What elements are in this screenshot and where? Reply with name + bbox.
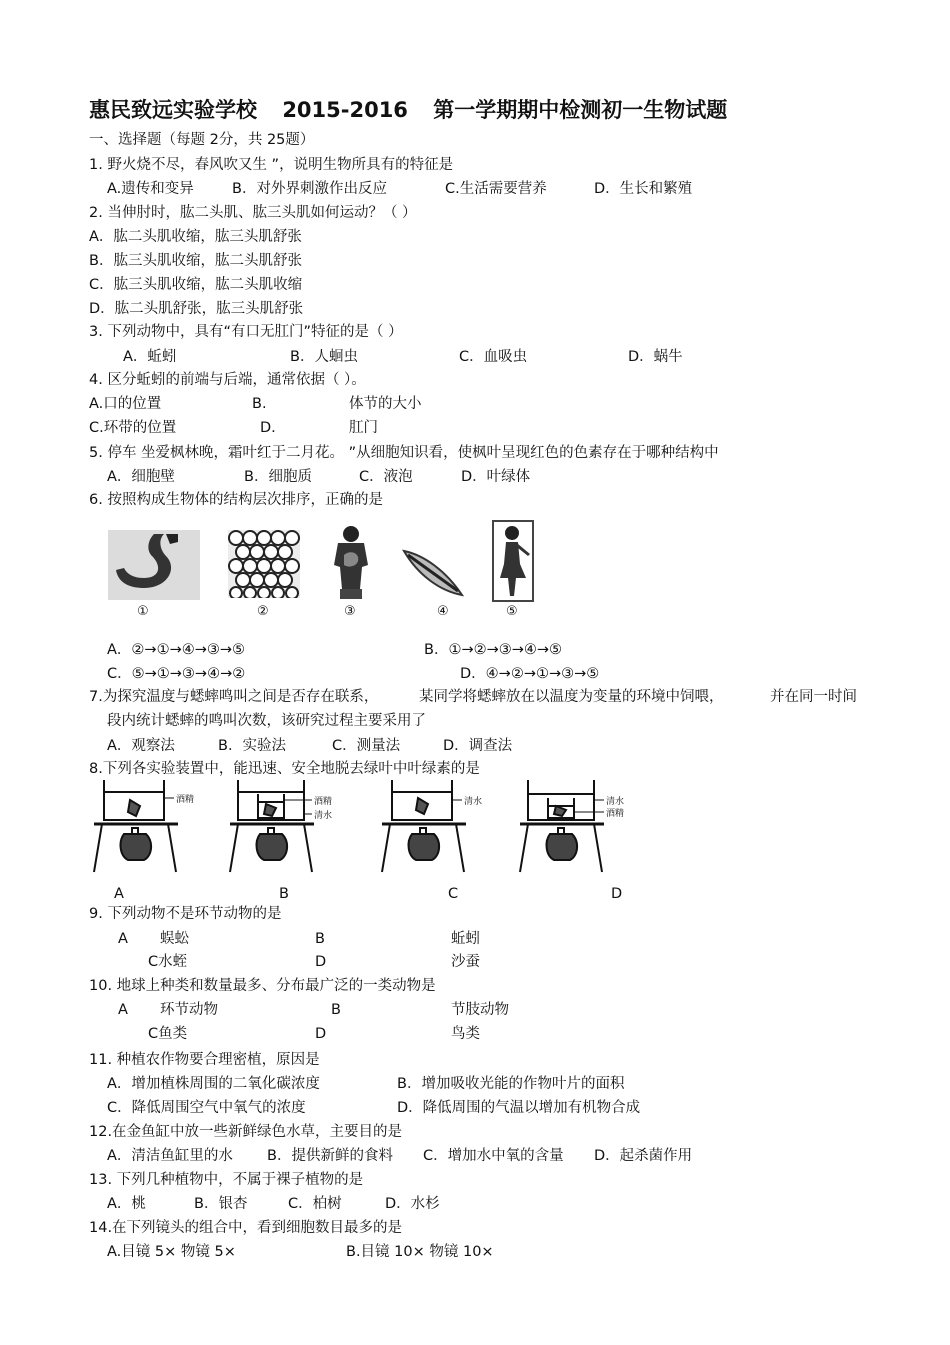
image-label-5: ⑤ (506, 604, 518, 619)
q7-stem-part2: 某同学将蟋蟀放在以温度为变量的环境中饲喂， (419, 689, 724, 705)
q8-option-b: B (279, 886, 289, 902)
q2-option-c: C．肱三头肌收缩，肱二头肌收缩 (89, 277, 303, 293)
q4-option-d-text: 肛门 (349, 420, 378, 436)
q8-option-d: D (611, 886, 623, 902)
q7-option-d: D．调查法 (443, 738, 513, 754)
q14-option-a: A.目镜 5× 物镜 5× (107, 1244, 236, 1260)
q6-option-d: D．④→②→①→③→⑤ (460, 666, 600, 682)
q11-option-b: B．增加吸收光能的作物叶片的面积 (397, 1076, 625, 1092)
q9-option-d: D (315, 954, 327, 970)
q1-stem: 1. 野火烧不尽，春风吹又生 ”，说明生物所具有的特征是 (89, 157, 454, 173)
q13-option-b: B．银杏 (194, 1196, 248, 1212)
q4-option-d: D. (260, 420, 276, 436)
leaf-cell-image (400, 545, 468, 601)
apparatus-a-label: 酒精 (176, 795, 195, 805)
image-label-4: ④ (437, 604, 449, 619)
image-label-3: ③ (344, 604, 356, 619)
q8-stem: 8.下列各实验装置中，能迅速、安全地脱去绿叶中叶绿素的是 (89, 761, 480, 777)
q9-option-c: C水蛭 (148, 954, 188, 970)
q7-stem-part3: 并在同一时间 (770, 689, 857, 705)
q7-stem-part1: 7.为探究温度与蟋蟀鸣叫之间是否存在联系， (89, 689, 379, 705)
apparatus-d-label-top: 清水 (606, 797, 625, 807)
apparatus-d (518, 776, 634, 874)
q9-stem: 9. 下列动物不是环节动物的是 (89, 906, 282, 922)
q8-option-a: A (114, 886, 124, 902)
q4-option-b: B. (252, 396, 267, 412)
q13-option-c: C．柏树 (288, 1196, 342, 1212)
image-label-2: ② (257, 604, 269, 619)
q9-option-d-text: 沙蚕 (451, 954, 480, 970)
q5-option-d: D．叶绿体 (461, 469, 531, 485)
exam-name: 第一学期期中检测初一生物试题 (433, 98, 728, 122)
q6-stem: 6. 按照构成生物体的结构层次排序，正确的是 (89, 492, 383, 508)
q12-option-c: C．增加水中氧的含量 (423, 1148, 564, 1164)
apparatus-b-label-bottom: 清水 (314, 811, 333, 821)
apparatus-b-label-top: 酒精 (314, 797, 333, 807)
q3-option-c: C．血吸虫 (459, 349, 528, 365)
q11-option-d: D．降低周围的气温以增加有机物合成 (397, 1100, 641, 1116)
q1-option-d: D．生长和繁殖 (594, 181, 693, 197)
apparatus-c-label: 清水 (464, 797, 483, 807)
q3-option-d: D．蜗牛 (628, 349, 683, 365)
stomach-image (108, 530, 200, 600)
q11-stem: 11. 种植农作物要合理密植，原因是 (89, 1052, 320, 1068)
q2-option-b: B．肱三头肌收缩，肱二头肌舒张 (89, 253, 302, 269)
q3-option-b: B．人蛔虫 (290, 349, 358, 365)
q8-option-c: C (448, 886, 459, 902)
q14-option-b: B.目镜 10× 物镜 10× (346, 1244, 494, 1260)
q7-option-b: B．实验法 (218, 738, 286, 754)
q6-option-a: A．②→①→④→③→⑤ (107, 642, 246, 658)
q6-option-b: B．①→②→③→④→⑤ (424, 642, 563, 658)
q12-option-a: A．清洁鱼缸里的水 (107, 1148, 233, 1164)
q10-option-a-text: 环节动物 (160, 1002, 218, 1018)
q10-option-a: A (118, 1002, 128, 1018)
q10-option-b-text: 节肢动物 (451, 1002, 509, 1018)
q9-option-b: B (315, 931, 325, 947)
q14-stem: 14.在下列镜头的组合中，看到细胞数目最多的是 (89, 1220, 403, 1236)
q9-option-b-text: 蚯蚓 (451, 931, 480, 947)
page-title (89, 94, 745, 124)
q9-option-a: A (118, 931, 128, 947)
q2-option-d: D．肱二头肌舒张，肱三头肌舒张 (89, 301, 304, 317)
q7-stem-part4: 段内统计蟋蟀的鸣叫次数，该研究过程主要采用了 (107, 713, 426, 729)
apparatus-b (228, 776, 340, 874)
q1-option-a: A.遗传和变异 (107, 181, 194, 197)
q4-option-c: C.环带的位置 (89, 420, 177, 436)
q7-option-a: A．观察法 (107, 738, 175, 754)
q13-stem: 13. 下列几种植物中，不属于裸子植物的是 (89, 1172, 364, 1188)
q2-option-a: A．肱二头肌收缩，肱三头肌舒张 (89, 229, 302, 245)
q9-option-a-text: 蜈蚣 (160, 931, 189, 947)
q12-option-d: D．起杀菌作用 (594, 1148, 693, 1164)
q2-stem: 2. 当伸肘时，肱二头肌、肱三头肌如何运动？（ ） (89, 205, 417, 221)
q6-option-c: C．⑤→①→③→④→② (107, 666, 246, 682)
apparatus-d-label-bottom: 酒精 (606, 809, 625, 819)
tissue-image (228, 530, 300, 598)
q11-option-a: A．增加植株周围的二氧化碳浓度 (107, 1076, 320, 1092)
q3-stem: 3. 下列动物中，具有“有口无肛门”特征的是（ ） (89, 324, 403, 340)
q12-stem: 12.在金鱼缸中放一些新鲜绿色水草，主要目的是 (89, 1124, 403, 1140)
q4-option-b-text: 体节的大小 (349, 396, 422, 412)
q10-option-c: C鱼类 (148, 1026, 188, 1042)
q4-option-a: A.口的位置 (89, 396, 162, 412)
q10-option-d: D (315, 1026, 327, 1042)
q5-option-b: B．细胞质 (244, 469, 312, 485)
q4-stem: 4. 区分蚯蚓的前端与后端，通常依据（ ）。 (89, 372, 366, 388)
q1-option-c: C.生活需要营养 (445, 181, 547, 197)
q10-option-d-text: 鸟类 (451, 1026, 480, 1042)
q3-option-a: A．蚯蚓 (123, 349, 177, 365)
q5-option-a: A．细胞壁 (107, 469, 175, 485)
q10-stem: 10. 地球上种类和数量最多、分布最广泛的一类动物是 (89, 978, 436, 994)
q13-option-a: A．桃 (107, 1196, 146, 1212)
school-name: 惠民致远实验学校 (89, 98, 257, 122)
q7-option-c: C．测量法 (332, 738, 401, 754)
q10-option-b: B (331, 1002, 341, 1018)
person-image (492, 520, 534, 602)
image-label-1: ① (137, 604, 149, 619)
q13-option-d: D．水杉 (385, 1196, 440, 1212)
q5-option-c: C．液泡 (359, 469, 413, 485)
human-system-image (326, 525, 376, 600)
q5-stem: 5. 停车 坐爱枫林晚，霜叶红于二月花。 ”从细胞知识看，使枫叶呈现红色的色素存在于哪种结构中 (89, 445, 719, 461)
q12-option-b: B．提供新鲜的食料 (267, 1148, 393, 1164)
apparatus-c (380, 776, 492, 874)
q11-option-c: C．降低周围空气中氧气的浓度 (107, 1100, 306, 1116)
section-heading: 一、选择题（每题 2分，共 25题） (89, 132, 315, 148)
apparatus-a (92, 776, 204, 874)
q1-option-b: B．对外界刺激作出反应 (232, 181, 387, 197)
school-years: 2015-2016 (282, 98, 408, 122)
